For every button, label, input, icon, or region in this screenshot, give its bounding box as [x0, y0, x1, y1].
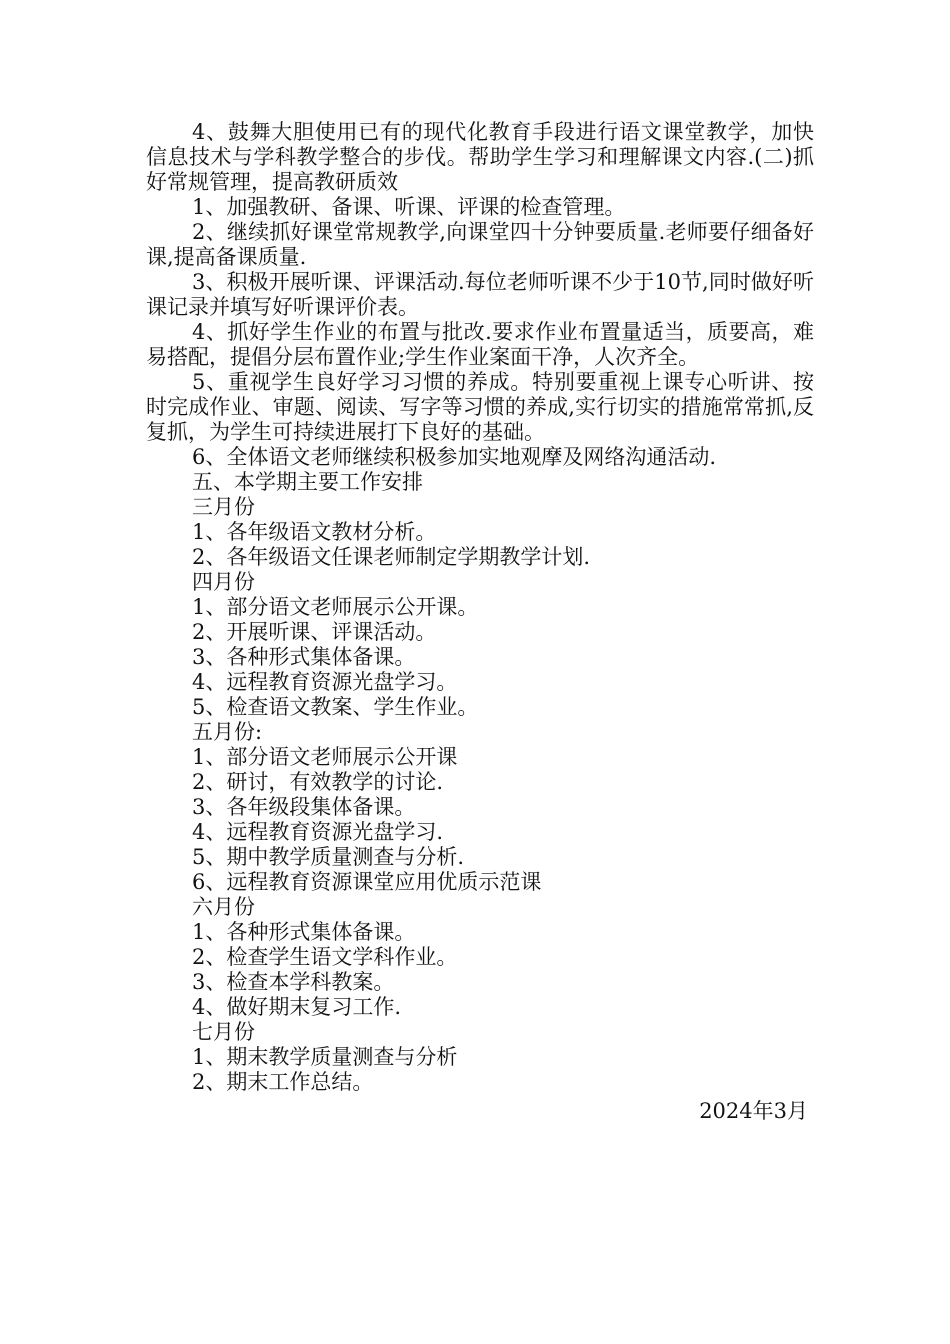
list-item: 2、检查学生语文学科作业。: [192, 945, 458, 969]
list-item: 5、期中教学质量测查与分析.: [192, 845, 465, 869]
paragraph-item-2-classroom-routine: 2、继续抓好课堂常规教学,向课堂四十分钟要质量.老师要仔细备好课,提高备课质量.: [146, 220, 814, 269]
list-item: 1、部分语文老师展示公开课。: [192, 595, 479, 619]
list-item: 3、检查本学科教案。: [192, 970, 395, 994]
month-heading-march: 三月份: [192, 495, 255, 519]
list-item: 6、远程教育资源课堂应用优质示范课: [192, 870, 542, 894]
list-item: 3、各种形式集体备课。: [192, 645, 416, 669]
list-item: 2、研讨，有效教学的讨论.: [192, 770, 444, 794]
paragraph-item-3-lesson-observation: 3、积极开展听课、评课活动.每位老师听课不少于10节,同时做好听课记录并填写好听课评价表。: [146, 270, 814, 319]
month-heading-april: 四月份: [192, 570, 255, 594]
list-item: 1、期末教学质量测查与分析: [192, 1045, 458, 1069]
paragraph-item-1-research-management: 1、加强教研、备课、听课、评课的检查管理。: [192, 195, 626, 219]
month-heading-july: 七月份: [192, 1020, 255, 1044]
paragraph-item-6-observation-activities: 6、全体语文老师继续积极参加实地观摩及网络沟通活动.: [192, 445, 717, 469]
list-item: 2、开展听课、评课活动。: [192, 620, 437, 644]
list-item: 4、远程教育资源光盘学习。: [192, 670, 458, 694]
paragraph-item-4-modern-teaching: 4、鼓舞大胆使用已有的现代化教育手段进行语文课堂教学，加快信息技术与学科教学整合的步伐。帮助学生学习和理解课文内容.(二)抓好常规管理，提高教研质效: [146, 120, 814, 194]
document-date: 2024年3月: [699, 1099, 808, 1123]
list-item: 1、各年级语文教材分析。: [192, 520, 437, 544]
list-item: 2、期末工作总结。: [192, 1070, 374, 1094]
list-item: 4、远程教育资源光盘学习.: [192, 820, 444, 844]
list-item: 2、各年级语文任课老师制定学期教学计划.: [192, 545, 591, 569]
paragraph-item-5-study-habits: 5、重视学生良好学习习惯的养成。特别要重视上课专心听讲、按时完成作业、审题、阅读、写字等习惯的养成,实行切实的措施常常抓,反复抓，为学生可持续进展打下良好的基础。: [146, 370, 814, 444]
list-item: 4、做好期末复习工作.: [192, 995, 402, 1019]
month-heading-may: 五月份:: [192, 720, 263, 744]
list-item: 1、部分语文老师展示公开课: [192, 745, 458, 769]
list-item: 5、检查语文教案、学生作业。: [192, 695, 479, 719]
paragraph-item-4-homework: 4、抓好学生作业的布置与批改.要求作业布置量适当，质要高，难易搭配，提倡分层布置作业;学生作业案面干净，人次齐全。: [146, 320, 814, 369]
month-heading-june: 六月份: [192, 895, 255, 919]
list-item: 3、各年级段集体备课。: [192, 795, 416, 819]
schedule-heading: 五、本学期主要工作安排: [192, 470, 423, 494]
document-body: [146, 120, 814, 1124]
list-item: 1、各种形式集体备课。: [192, 920, 416, 944]
